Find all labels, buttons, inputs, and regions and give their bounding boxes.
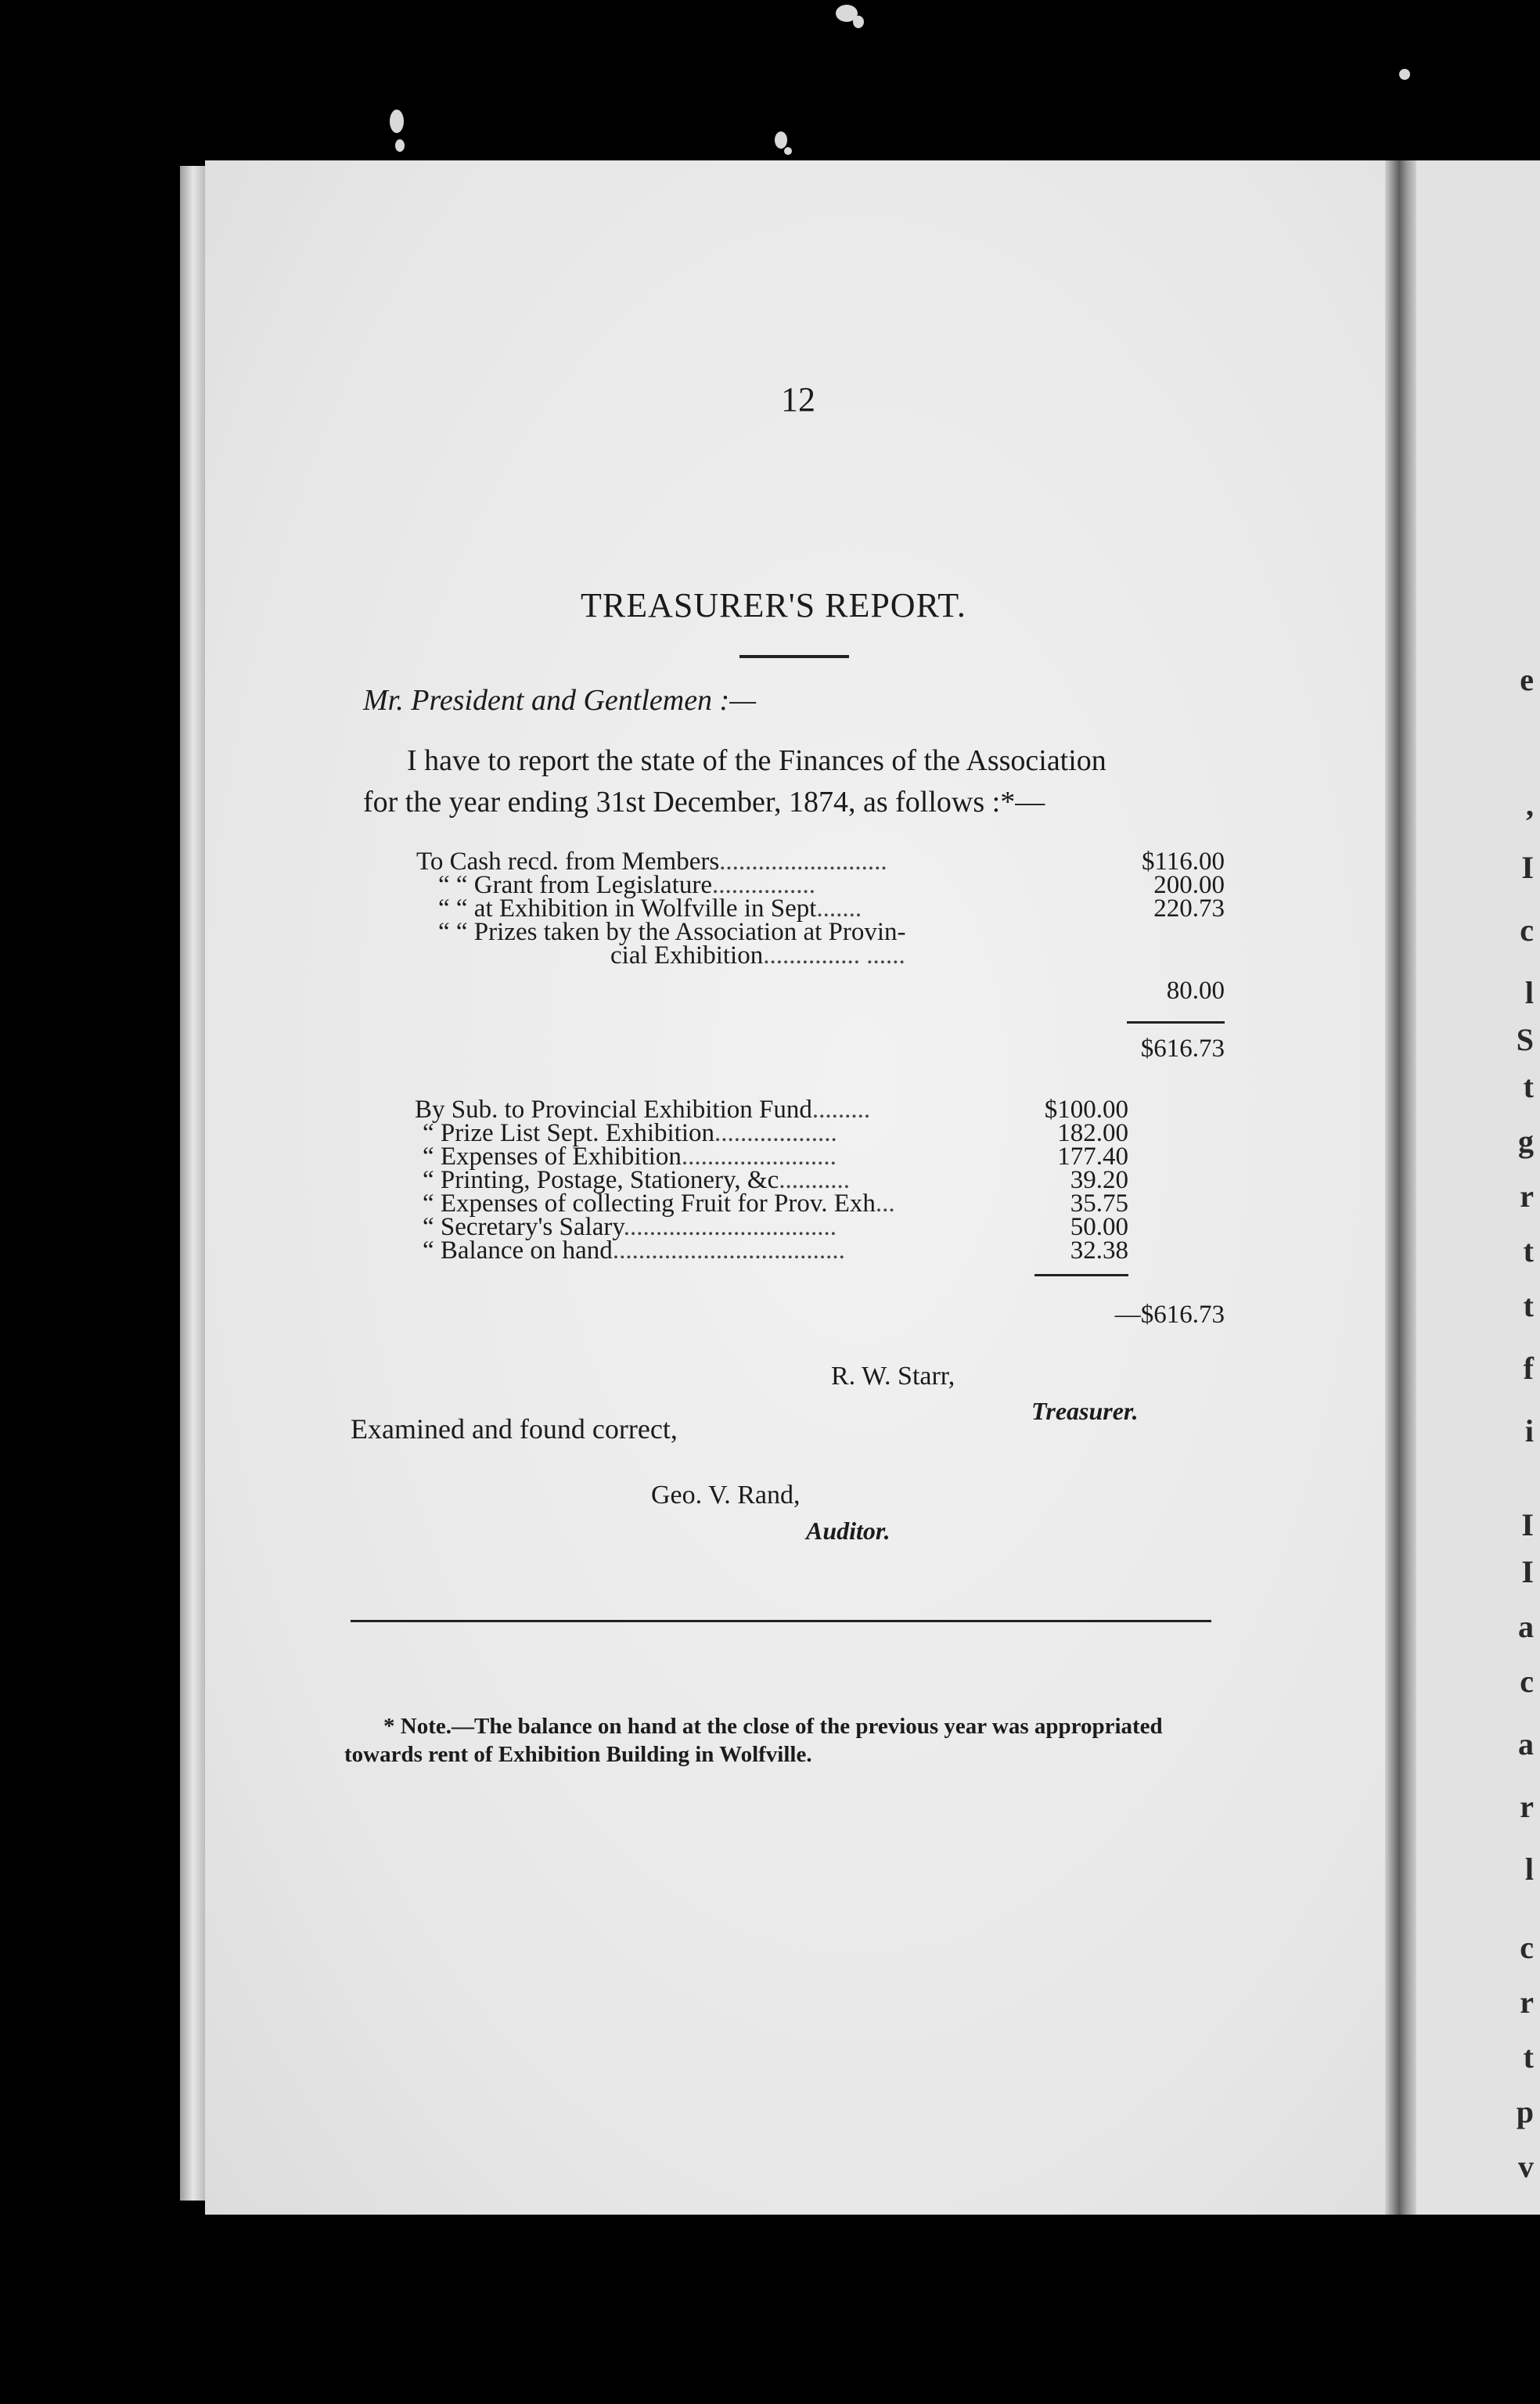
expenditure-amount: $100.00 bbox=[1044, 1096, 1128, 1124]
page-number: 12 bbox=[781, 380, 815, 419]
treasurer-name: R. W. Starr, bbox=[831, 1362, 955, 1391]
expenditure-label: “ Secretary's Salary bbox=[423, 1213, 624, 1241]
receipt-label: “ “ at Exhibition in Wolfville in Sept bbox=[438, 894, 817, 923]
expenditures-sum-line bbox=[1034, 1274, 1128, 1276]
auditor-name: Geo. V. Rand, bbox=[651, 1481, 801, 1510]
examined-statement: Examined and found correct, bbox=[351, 1413, 678, 1445]
salutation: Mr. President and Gentlemen :— bbox=[363, 684, 756, 717]
leader-dots: ........... bbox=[779, 1166, 850, 1194]
title-rule bbox=[739, 655, 849, 658]
receipt-row bbox=[610, 941, 905, 970]
treasurer-title: Treasurer. bbox=[1031, 1397, 1139, 1425]
receipts-sum-line bbox=[1127, 1021, 1225, 1024]
leader-dots: ............... ...... bbox=[763, 941, 905, 970]
page-gutter bbox=[1385, 160, 1416, 2215]
scan-speck bbox=[1399, 69, 1410, 80]
leader-dots: ................ bbox=[712, 871, 816, 899]
scan-speck bbox=[775, 131, 787, 149]
footnote-line-2: towards rent of Exhibition Building in Wolfville. bbox=[344, 1742, 812, 1767]
scan-speck bbox=[390, 110, 404, 133]
receipt-amount: 220.73 bbox=[1153, 894, 1225, 923]
receipt-label: “ “ Prizes taken by the Association at Provin- bbox=[438, 918, 906, 946]
leader-dots: ......... bbox=[811, 1096, 871, 1124]
receipt-amount: 80.00 bbox=[1166, 977, 1225, 1005]
intro-line-2: for the year ending 31st December, 1874, as follows :*— bbox=[363, 786, 1045, 819]
leader-dots: .......................... bbox=[719, 848, 887, 876]
footnote-rule bbox=[351, 1620, 1211, 1622]
leader-dots: ....... bbox=[816, 894, 862, 923]
leader-dots: ................................. bbox=[623, 1213, 837, 1241]
expenditure-amount: 182.00 bbox=[1057, 1119, 1128, 1147]
expenditure-label: By Sub. to Provincial Exhibition Fund bbox=[415, 1096, 812, 1124]
expenditure-label: “ Balance on hand bbox=[423, 1236, 613, 1265]
expenditures-total: —$616.73 bbox=[1114, 1301, 1225, 1329]
leader-dots: ........................ bbox=[681, 1143, 837, 1171]
intro-line-1: I have to report the state of the Finances of the Association bbox=[407, 744, 1106, 777]
expenditure-label: “ Expenses of Exhibition bbox=[423, 1143, 682, 1171]
expenditure-amount: 50.00 bbox=[1070, 1213, 1128, 1241]
leader-dots: ... bbox=[875, 1189, 895, 1218]
next-page-edge: e , I c l S t g r t t f i I I a c a r l c r t p v bbox=[1416, 160, 1540, 2215]
scan-speck bbox=[853, 16, 864, 28]
auditor-title: Auditor. bbox=[806, 1517, 891, 1545]
leader-dots: .................................... bbox=[612, 1236, 845, 1265]
footnote-line-1: * Note.—The balance on hand at the close of the previous year was appropriated bbox=[383, 1714, 1163, 1739]
expenditure-row bbox=[423, 1236, 845, 1265]
expenditure-amount: 35.75 bbox=[1070, 1189, 1128, 1218]
report-title: TREASURER'S REPORT. bbox=[581, 586, 966, 624]
scan-speck bbox=[395, 139, 405, 152]
expenditure-label: “ Printing, Postage, Stationery, &c bbox=[423, 1166, 779, 1194]
receipts-total: $616.73 bbox=[1140, 1035, 1225, 1063]
receipt-amount: $116.00 bbox=[1141, 848, 1225, 876]
receipt-label: cial Exhibition bbox=[610, 941, 764, 970]
receipt-label: “ “ Grant from Legislature bbox=[438, 871, 713, 899]
receipt-amount: 200.00 bbox=[1153, 871, 1225, 899]
receipt-label: To Cash recd. from Members bbox=[416, 848, 720, 876]
expenditure-label: “ Expenses of collecting Fruit for Prov. Exh bbox=[423, 1189, 876, 1218]
expenditure-amount: 177.40 bbox=[1057, 1143, 1128, 1171]
scan-speck bbox=[784, 147, 792, 155]
expenditure-label: “ Prize List Sept. Exhibition bbox=[423, 1119, 715, 1147]
expenditure-amount: 32.38 bbox=[1070, 1236, 1128, 1265]
expenditure-amount: 39.20 bbox=[1070, 1166, 1128, 1194]
leader-dots: ................... bbox=[714, 1119, 837, 1147]
